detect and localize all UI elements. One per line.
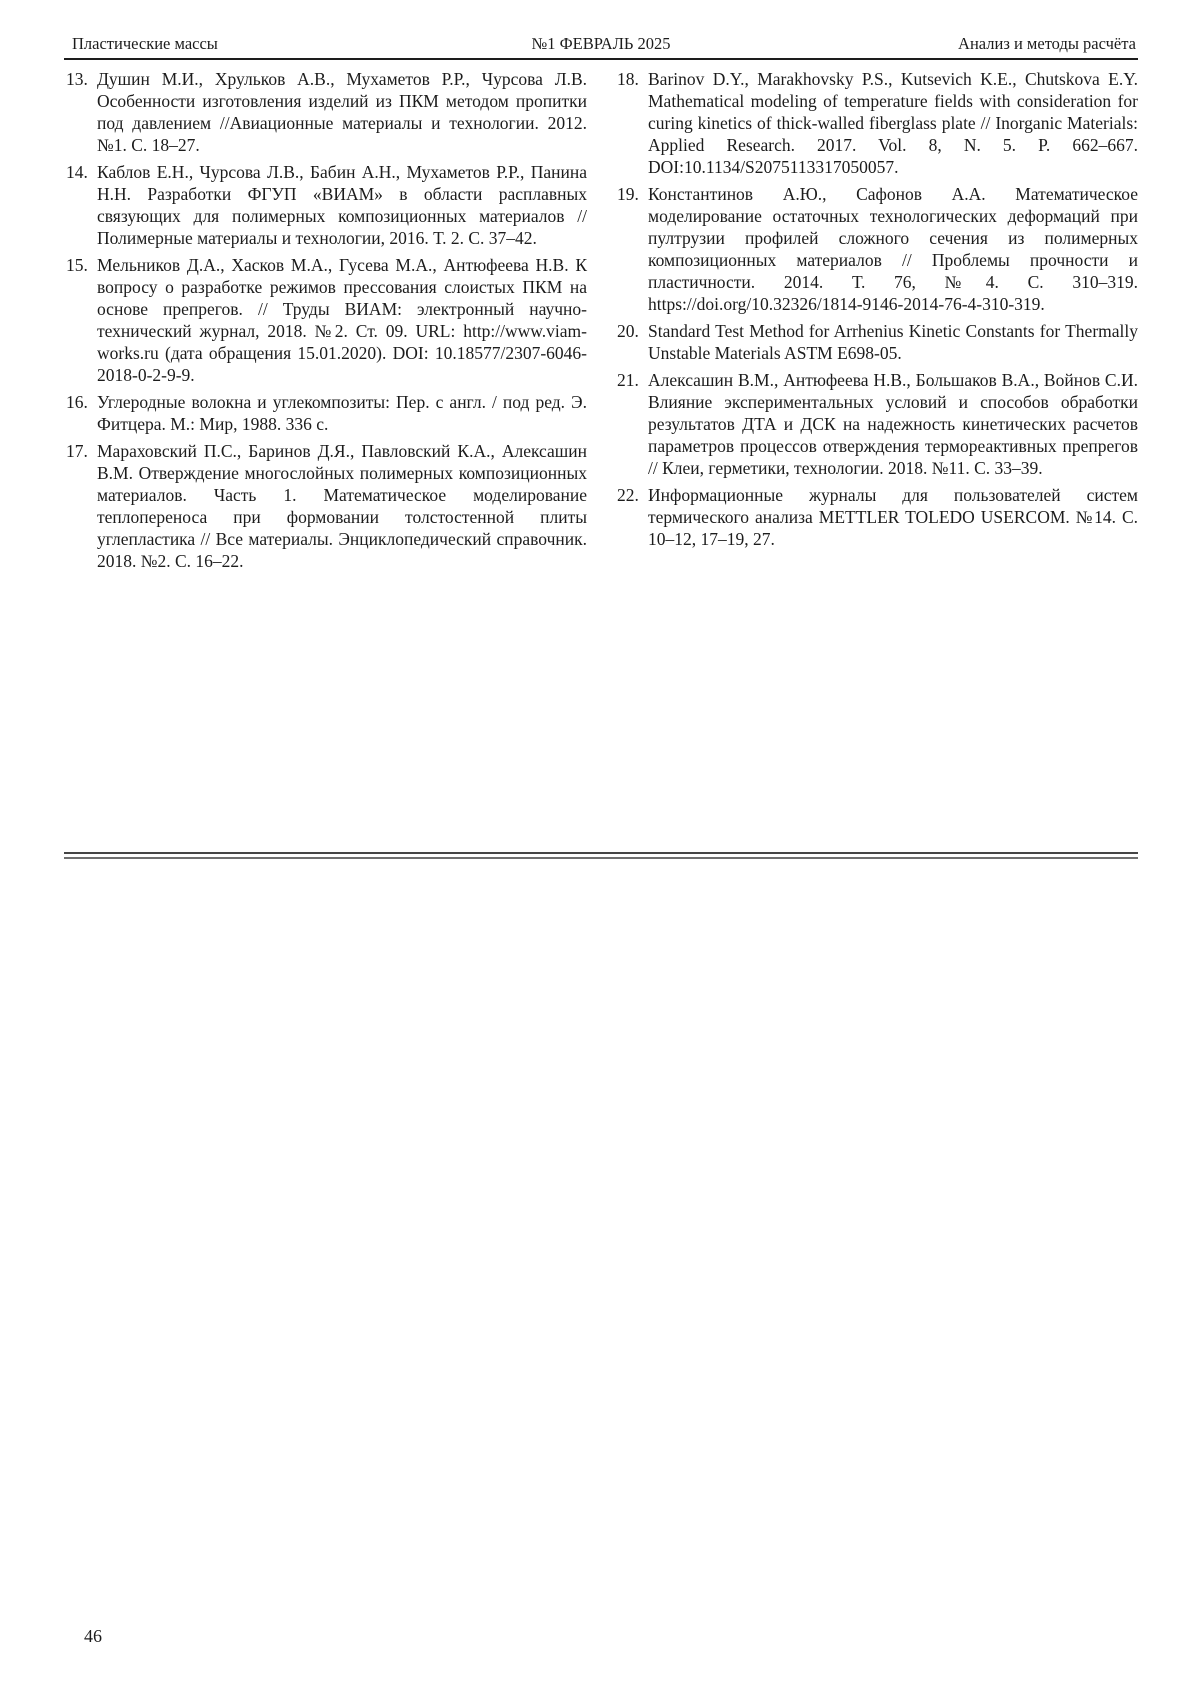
references-section [66,68,1138,577]
reference-text: Barinov D.Y., Marakhovsky P.S., Kutsevich K.E., Chutskova E.Y. Mathematical modeling of temperature fields with consideration for curing kinetics of thick-walled fiberglass plate // Inorganic Materials: Applied Research. 2017. Vol. 8, N. 5. P. 662–667. DOI:10.1134/S2075113317050057. [648,69,1138,177]
reference-number: 21. [617,370,639,390]
reference-text: Углеродные волокна и углекомпозиты: Пер. с англ. / под ред. Э. Фитцера. М.: Мир, 1988. 336 с. [97,392,587,434]
reference-item [617,484,1138,550]
reference-item [617,183,1138,315]
reference-text: Душин М.И., Хрульков А.В., Мухаметов Р.Р., Чурсова Л.В. Особенности изготовления изделий из ПКМ методом пропитки под давлением //Авиационные материалы и технологии. 2012. №1. С. 18–27. [97,69,587,155]
reference-item [617,369,1138,479]
reference-item [617,68,1138,178]
page-number: 46 [84,1626,102,1646]
reference-text: Мараховский П.С., Баринов Д.Я., Павловский К.А., Алексашин В.М. Отверждение многослойных полимерных композиционных материалов. Часть 1. Математическое моделирование теплопереноса при формовании толстостенной плиты углепластика // Все материалы. Энциклопедический справочник. 2018. №2. С. 16–22. [97,441,587,571]
reference-number: 20. [617,321,639,341]
references-left-column [66,68,587,577]
reference-item [66,254,587,386]
journal-title: Пластические массы [72,34,218,53]
references-right-column [617,68,1138,577]
reference-number: 22. [617,485,639,505]
reference-text: Константинов А.Ю., Сафонов А.А. Математическое моделирование остаточных технологических деформаций при пултрузии профилей сложного сечения из полимерных композиционных материалов // Проблемы прочности и пластичности. 2014. Т. 76, №4. С. 310–319. https://doi.org/10.32326/1814-9146-2014-76-4-310-319. [648,184,1138,314]
reference-text: Каблов Е.Н., Чурсова Л.В., Бабин А.Н., Мухаметов Р.Р., Панина Н.Н. Разработки ФГУП «ВИАМ» в области расплавных связующих для полимерных композиционных материалов // Полимерные материалы и технологии, 2016. Т. 2. С. 37–42. [97,162,587,248]
section-label: Анализ и методы расчёта [958,34,1136,53]
reference-number: 17. [66,441,88,461]
reference-item [66,391,587,435]
reference-item [66,440,587,572]
reference-number: 13. [66,69,88,89]
reference-number: 18. [617,69,639,89]
reference-item [66,68,587,156]
reference-number: 15. [66,255,88,275]
reference-text: Мельников Д.А., Хасков М.А., Гусева М.А., Антюфеева Н.В. К вопросу о разработке режимов прессования слоистых ПКМ на основе препрегов. // Труды ВИАМ: электронный научно-технический журнал, 2018. №2. Ст. 09. URL: http://www.viam-works.ru (дата обращения 15.01.2020). DOI: 10.18577/2307-6046-2018-0-2-9-9. [97,255,587,385]
reference-text: Информационные журналы для пользователей систем термического анализа METTLER TOLEDO USERCOM. №14. С. 10–12, 17–19, 27. [648,485,1138,549]
reference-text: Standard Test Method for Arrhenius Kinetic Constants for Thermally Unstable Materials ASTM E698-05. [648,321,1138,363]
reference-item [66,161,587,249]
reference-number: 16. [66,392,88,412]
section-divider-rule [64,852,1138,859]
reference-item [617,320,1138,364]
reference-number: 14. [66,162,88,182]
reference-text: Алексашин В.М., Антюфеева Н.В., Большаков В.А., Войнов С.И. Влияние экспериментальных условий и способов обработки результатов ДТА и ДСК на надежность кинетических расчетов параметров процессов отверждения термореактивных препрегов // Клеи, герметики, технологии. 2018. №11. С. 33–39. [648,370,1138,478]
running-head [64,34,1138,60]
issue-label: №1 ФЕВРАЛЬ 2025 [531,34,671,53]
reference-number: 19. [617,184,639,204]
